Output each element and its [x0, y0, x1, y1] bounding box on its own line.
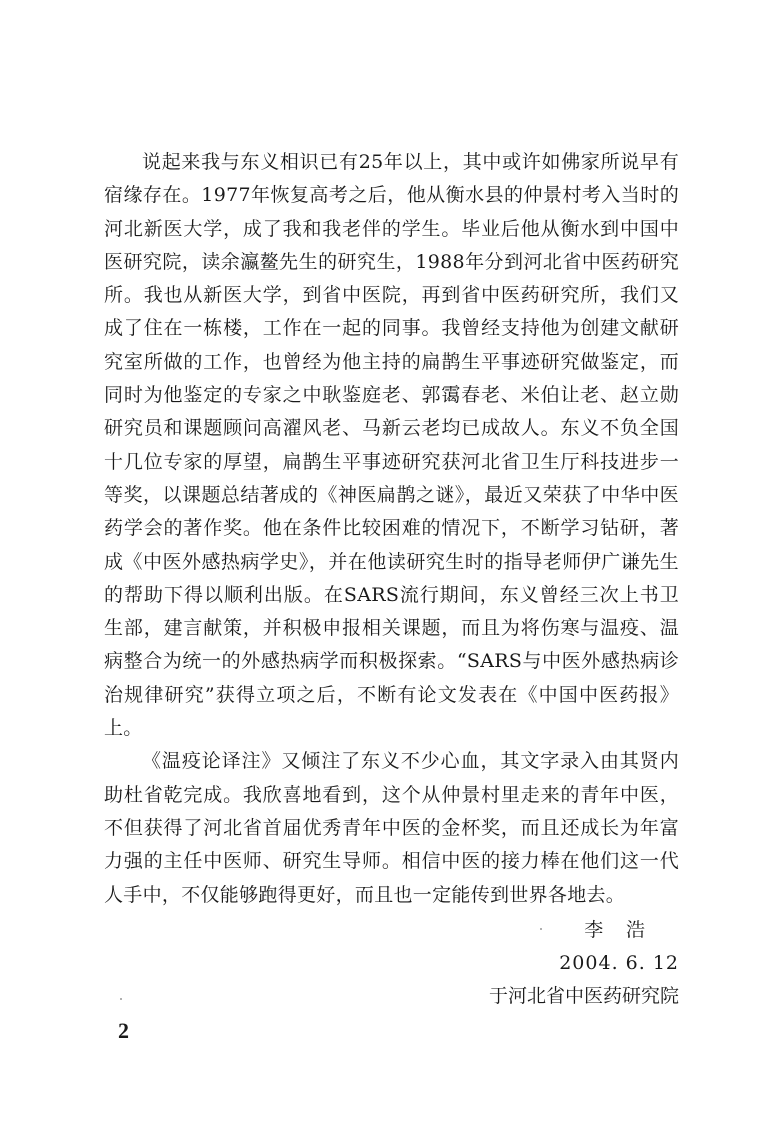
page-number: 2 [118, 1018, 129, 1043]
signature-date: 2004. 6. 12 [559, 952, 679, 974]
scan-speck [120, 998, 122, 1000]
body-text [104, 146, 679, 912]
signature-block [489, 914, 679, 1013]
paragraph-1: 说起来我与东义相识已有25年以上，其中或许如佛家所说早有宿缘存在。1977年恢复高考之后，他从衡水县的仲景村考入当时的河北新医大学，成了我和我老伴的学生。毕业后他从衡水到中国中医研究院，读余瀛鳌先生的研究生，1988年分到河北省中医药研究所。我也从新医大学，到省中医院，再到省中医药研究所，我们又成了住在一栋楼，工作在一起的同事。我曾经支持他为创建文献研究室所做的工作，也曾经为他主持的扁鹊生平事迹研究做鉴定，而同时为他鉴定的专家之中耿鉴庭老、郭霭春老、米伯让老、赵立勋研究员和课题顾问高濯风老、马新云老均已成故人。东义不负全国十几位专家的厚望，扁鹊生平事迹研究获河北省卫生厅科技进步一等奖，以课题总结著成的《神医扁鹊之谜》，最近又荣获了中华中医药学会的著作奖。他在条件比较困难的情况下，不断学习钻研，著成《中医外感热病学史》，并在他读研究生时的指导老师伊广谦先生的帮助下得以顺利出版。在SARS流行期间，东义曾经三次上书卫生部，建言献策，并积极申报相关课题，而且为将伤寒与温疫、温病整合为统一的外感热病学而积极探索。“SARS与中医外感热病诊治规律研究”获得立项之后，不断有论文发表在《中国中医药报》上。 [104, 151, 679, 740]
paragraph-2: 《温疫论译注》又倾注了东义不少心血，其文字录入由其贤内助杜省乾完成。我欣喜地看到，这个从仲景村里走来的青年中医，不但获得了河北省首届优秀青年中医的金杯奖，而且还成长为年富力强的主任中医师、研究生导师。相信中医的接力棒在他们这一代人手中，不仅能够跑得更好，而且也一定能传到世界各地去。 [104, 750, 679, 906]
signature-place: 于河北省中医药研究院 [488, 985, 679, 1007]
scan-speck [540, 928, 542, 930]
author-name: 李浩 [584, 919, 668, 941]
